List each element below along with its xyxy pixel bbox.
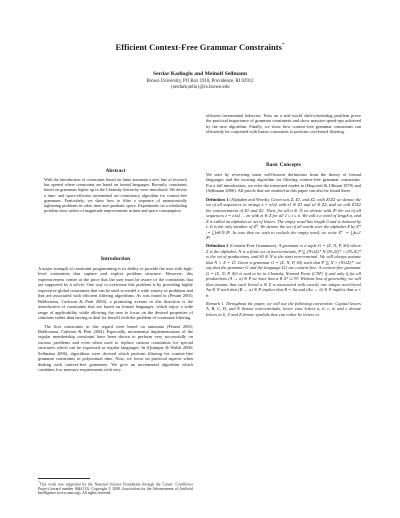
intro-continuation: efficient incremental behavior. Tests on a real-world shift-scheduling problem prove the practical importance of grammar constraints and show massive speed-ups achieved by the new algorithm. Finally, we show how context-free grammar constraints can efficiently be conjoined with linear constraints to perform cost-based filtering. <box>206 113 361 135</box>
title-text: Efficient Context-Free Grammar Constraints <box>115 42 282 52</box>
definition-2-text: A grammar is a tuple G = (Σ, N, P, S0) where Σ is the alphabet, N is a finite set of non-terminals, P ⊆ (N∪Σ)* N (N∪Σ)* × (N∪Σ)* is the set of productions, and S0 ∈ N is the start non-terminal. We will always assume that N ∩ Σ = ∅. Given a grammar G = (Σ, N, P, S0) such that P ⊆ N × (N∪Σ)*, we say that the grammar G and the language LG are context-free. A context-free grammar G = (Σ, N, P, S0) is said to be in Chomsky Normal Form (CNF) if and only if for all productions (A → α) ∈ P we have that α ∈ Σ¹ ∪ N². Without loss of generality, we will then assume that each literal a ∈ Σ is associated with exactly one unique non-literal Aa ∈ N such that (B → a) ∈ P implies that B = Aa and (Aa → b) ∈ P implies that a = b. <box>206 243 361 298</box>
basic-concepts-heading: Basic Concepts <box>266 162 301 168</box>
footnote-rule <box>38 478 90 479</box>
affiliation <box>0 79 400 91</box>
definition-2-name: (Context-Free Grammars). <box>228 243 279 249</box>
remark-1-label: Remark 1. <box>206 300 225 306</box>
abstract-heading: Abstract <box>105 168 126 174</box>
remark-1-text: Throughout the paper, we will use the following convention: Capital letters A, B, C, D, and E denote non-terminals, lower case letters a, b, c, d, and e denote letters in Σ, Y and Z denote symbols that can either be letters or <box>206 300 361 317</box>
definition-1-label: Definition 1 <box>206 196 229 202</box>
introduction-body <box>38 266 193 376</box>
remark-1 <box>206 301 361 317</box>
title-footnote-mark: * <box>282 43 285 49</box>
definition-2 <box>206 243 361 298</box>
intro-paragraph: A major strength of constraint programming is its ability to provide the user with high-level constraints that capture and exploit problem structure. However, this expressiveness comes at the price that the user must be aware of the constraints that are supported by a solver. One way to overcome this problem is by providing highly expressive global constraints that can be used to model a wide variety of problems and that are associated with efficient filtering algorithms. As was found in (Pesant 2003; Beldiceanu, Carlsson & Petit 2004), a promising avenue in this direction is the introduction of constraints that are based on formal languages, which enjoy a wide range of applicability while allowing the user to focus on the desired properties of solutions rather than having to deal for herself with the problem of constraint filtering. <box>38 266 193 321</box>
intro-paragraph: The first constraints in this regard were based on automata (Pesant 2003; Beldiceanu, Carlsson & Petit 2004). Especially, incremental implementations of the regular membership constraint have been shown to perform very successfully on various problems and even when used to replace custom constraints for special structures which can be expressed as regular languages. In (Quimper & Walsh 2006; Sellmann 2006), algorithms were devised which perform filtering for context-free grammar constraints in polynomial time. Now, we focus on practical aspects when dealing with context-free grammars. We give an incremental algorithm which combines low memory requirements with very <box>38 323 193 373</box>
definition-1-text: Given sets Z, Z1, and Z2, with Z1Z2 we denote the set of all sequences or strings z = z1z2 with z1 ∈ Z1 and z2 ∈ Z2, and we call Z1Z2 the concatenation of Z1 and Z2. Then, for all n ∈ ℕ we denote with Zⁿ the set of all sequences z = z1z2 … zn with zi ∈ Z for all 1 ≤ i ≤ n. We call z a word of length n, and Z is called an alphabet or set of letters. The empty word has length 0 and is denoted by ε. It is the only member of Z⁰. We denote the set of all words over the alphabet Z by Z* := ⋃n∈ℕ Zⁿ. In case that we wish to exclude the empty word, we write Z⁺ := ⋃n≥1 Zⁿ. <box>206 196 362 240</box>
footnote-text: This work was supported by the National Science Foundation through the Career: Cornflower Project (award number 0644113). Copyright © 2008, Association for the Advancement of Artificial Intelligence (www.aaai.org). All rights reserved. <box>38 482 193 496</box>
definition-2-label: Definition 2 <box>206 243 229 249</box>
paper-title <box>0 42 400 52</box>
affiliation-line: Brown University, PO Box 1910, Providence, RI 02912 <box>146 79 254 84</box>
footnote <box>38 480 193 496</box>
introduction-heading: Introduction <box>100 256 131 262</box>
basic-paragraph: We start by reviewing some well-known definitions from the theory of formal languages and the existing algorithm for filtering context-free grammar constraints. For a full introduction, we refer the interested reader to (Hopcroft & Ullman 1979) and (Sellmann 2006). All proofs that are omitted in this paper can also be found there. <box>206 172 361 194</box>
basic-concepts-body <box>206 172 361 320</box>
definition-1 <box>206 197 361 241</box>
authors: Serdar Kadioglu and Meinolf Sellmann <box>152 71 248 77</box>
email-line: {serdark,sello}@cs.brown.edu <box>170 85 230 90</box>
footnote-mark: * <box>38 480 40 484</box>
definition-1-name: (Alphabet and Words). <box>228 196 272 202</box>
abstract-text: With the introduction of constraints based on finite automata a new line of research has opened where constraints are based on formal languages. Recently, constraints based on grammars higher up in the Chomsky hierarchy were introduced. We devise a time- and space-efficient incremental arc-consistency algorithm for context-free grammars. Particularly, we show how to filter a sequence of monotonically tightening problems in cubic time and quadratic space. Experiments on a scheduling problem show orders of magnitude improvements in time and space consumption. <box>44 177 187 214</box>
right-column-intro <box>206 113 361 138</box>
